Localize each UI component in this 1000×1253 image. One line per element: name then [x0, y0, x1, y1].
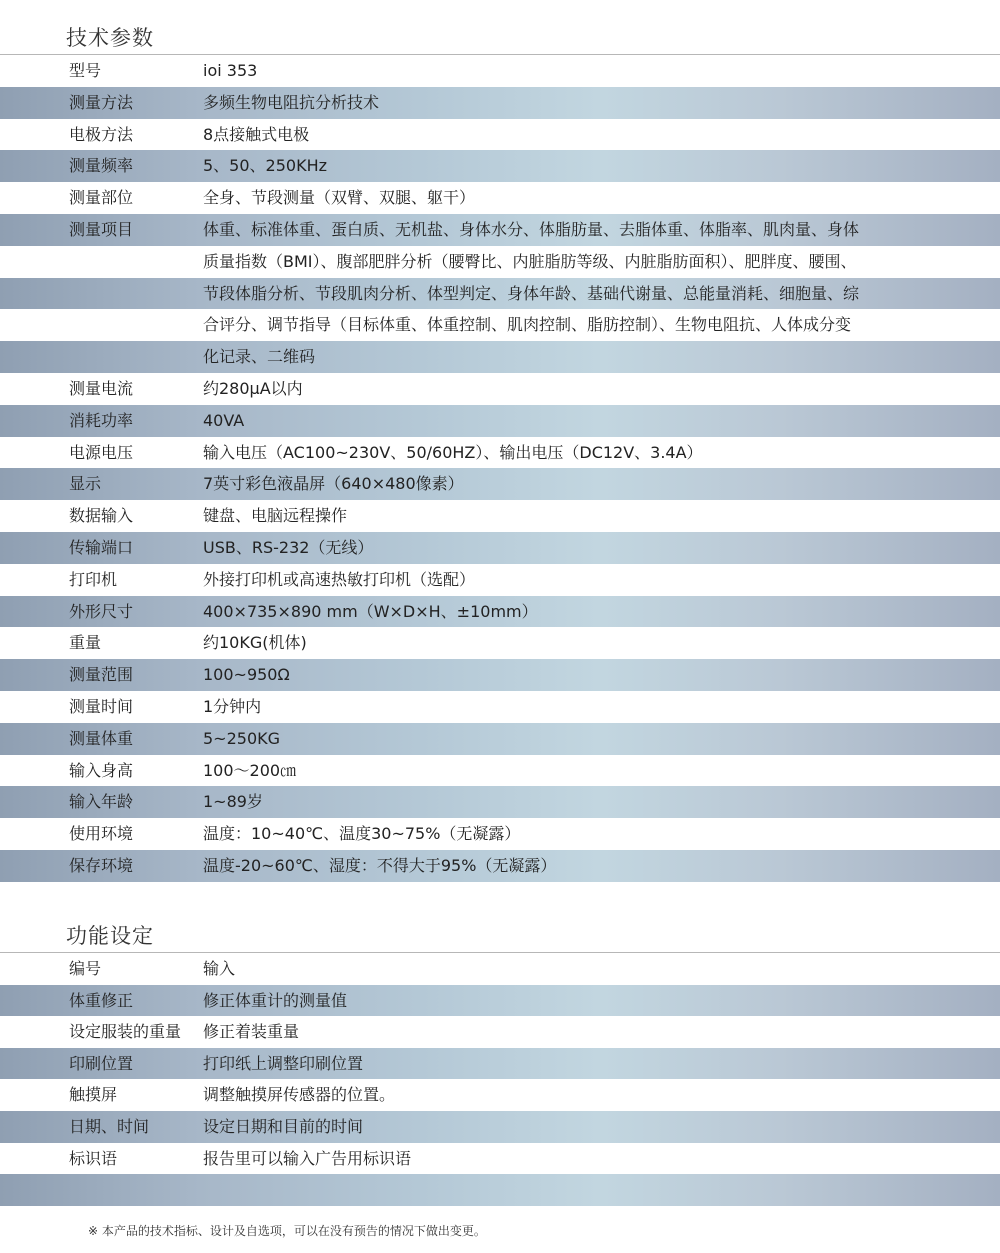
tech-spec-table — [0, 55, 1000, 882]
row-value: 1~89岁 — [203, 792, 263, 812]
row-value: 输入电压（AC100~230V、50/60HZ）、输出电压（DC12V、3.4A） — [203, 442, 703, 462]
row-label: 测量时间 — [69, 696, 134, 716]
row-value: 打印纸上调整印刷位置 — [203, 1053, 364, 1073]
table-row — [0, 596, 1000, 628]
row-value: USB、RS-232（无线） — [203, 537, 374, 557]
row-label: 编号 — [69, 959, 102, 978]
section-title-func: 功能设定 — [66, 924, 154, 948]
table-row — [0, 1048, 1000, 1080]
table-row — [0, 278, 1000, 310]
row-value: 多频生物电阻抗分析技术 — [203, 92, 380, 112]
function-settings-table — [0, 953, 1000, 1206]
table-row — [0, 437, 1000, 469]
table-row — [0, 1174, 1000, 1206]
table-row — [0, 373, 1000, 405]
footnote: ※ 本产品的技术指标、设计及自选项，可以在没有预告的情况下做出变更。 — [88, 1224, 486, 1238]
table-row — [0, 500, 1000, 532]
table-row — [0, 468, 1000, 500]
table-row — [0, 1143, 1000, 1175]
table-row — [0, 627, 1000, 659]
row-label: 重量 — [69, 633, 102, 653]
row-label: 保存环境 — [69, 855, 134, 875]
row-label: 体重修正 — [69, 990, 134, 1010]
table-row — [0, 341, 1000, 373]
table-row — [0, 55, 1000, 87]
table-row — [0, 405, 1000, 437]
row-value: 5~250KG — [203, 728, 281, 748]
row-label: 电极方法 — [69, 124, 134, 144]
row-value: 键盘、电脑远程操作 — [203, 506, 348, 526]
row-value: 外接打印机或高速热敏打印机（选配） — [203, 569, 476, 589]
table-row — [0, 1111, 1000, 1143]
row-value: 化记录、二维码 — [203, 347, 316, 367]
row-label: 数据输入 — [69, 506, 134, 526]
row-label: 显示 — [69, 474, 102, 494]
row-value: 40VA — [203, 410, 245, 430]
table-row — [0, 786, 1000, 818]
row-label: 印刷位置 — [69, 1053, 134, 1073]
row-label: 标识语 — [69, 1148, 118, 1168]
row-value: ioi 353 — [203, 61, 258, 80]
row-value: 温度：10~40℃、温度30~75%（无凝露） — [203, 824, 521, 844]
row-value: 修正着装重量 — [203, 1022, 300, 1042]
row-label: 传输端口 — [69, 537, 134, 557]
row-label: 外形尺寸 — [69, 601, 134, 621]
row-label: 日期、时间 — [69, 1116, 150, 1136]
row-label: 使用环境 — [69, 824, 134, 844]
row-label: 测量范围 — [69, 665, 134, 685]
row-label: 测量方法 — [69, 92, 134, 112]
table-row — [0, 659, 1000, 691]
table-row — [0, 564, 1000, 596]
row-value: 100～200㎝ — [203, 760, 297, 780]
row-value: 输入 — [203, 959, 236, 978]
row-label: 测量项目 — [69, 219, 134, 239]
table-row — [0, 691, 1000, 723]
table-row — [0, 87, 1000, 119]
table-row — [0, 532, 1000, 564]
table-row — [0, 818, 1000, 850]
row-value: 节段体脂分析、节段肌肉分析、体型判定、身体年龄、基础代谢量、总能量消耗、细胞量、综 — [203, 283, 860, 303]
table-row — [0, 214, 1000, 246]
table-row — [0, 150, 1000, 182]
table-row — [0, 119, 1000, 151]
row-label: 型号 — [69, 61, 102, 80]
row-value: 400×735×890 mm（W×D×H、±10mm） — [203, 601, 538, 621]
row-label: 测量体重 — [69, 728, 134, 748]
row-value: 5、50、250KHz — [203, 156, 328, 176]
row-label: 测量频率 — [69, 156, 134, 176]
row-value: 设定日期和目前的时间 — [203, 1116, 364, 1136]
table-row — [0, 723, 1000, 755]
row-value: 修正体重计的测量值 — [203, 990, 348, 1010]
row-value: 约280μA以内 — [203, 378, 303, 398]
row-value: 7英寸彩色液晶屏（640×480像素） — [203, 474, 464, 494]
row-value: 100~950Ω — [203, 665, 290, 685]
table-row — [0, 755, 1000, 787]
row-value: 体重、标准体重、蛋白质、无机盐、身体水分、体脂肪量、去脂体重、体脂率、肌肉量、身体 — [203, 219, 860, 239]
row-value: 合评分、调节指导（目标体重、体重控制、肌肉控制、脂肪控制）、生物电阻抗、人体成分变 — [203, 315, 852, 335]
row-label: 设定服装的重量 — [69, 1022, 182, 1042]
table-row — [0, 182, 1000, 214]
row-value: 8点接触式电极 — [203, 124, 310, 144]
row-value: 调整触摸屏传感器的位置。 — [203, 1085, 396, 1105]
table-row — [0, 1079, 1000, 1111]
row-label: 打印机 — [69, 569, 118, 589]
table-row — [0, 850, 1000, 882]
row-label: 测量电流 — [69, 378, 134, 398]
row-value: 质量指数（BMI）、腹部肥胖分析（腰臀比、内脏脂肪等级、内脏脂肪面积）、肥胖度、腰围、 — [203, 251, 857, 271]
row-value: 报告里可以输入广告用标识语 — [203, 1148, 412, 1168]
table-row — [0, 953, 1000, 985]
table-row — [0, 1016, 1000, 1048]
table-row — [0, 309, 1000, 341]
row-label: 电源电压 — [69, 442, 134, 462]
row-label: 消耗功率 — [69, 410, 134, 430]
table-row — [0, 985, 1000, 1017]
row-label: 输入年龄 — [69, 792, 134, 812]
table-row — [0, 246, 1000, 278]
row-label: 测量部位 — [69, 188, 134, 208]
row-value: 约10KG(机体) — [203, 633, 307, 653]
row-value: 全身、节段测量（双臂、双腿、躯干） — [203, 188, 476, 208]
row-label: 触摸屏 — [69, 1085, 118, 1105]
section-title-tech: 技术参数 — [66, 26, 154, 50]
row-value: 1分钟内 — [203, 696, 262, 716]
row-label: 输入身高 — [69, 760, 134, 780]
row-value: 温度-20~60℃、湿度：不得大于95%（无凝露） — [203, 855, 557, 875]
